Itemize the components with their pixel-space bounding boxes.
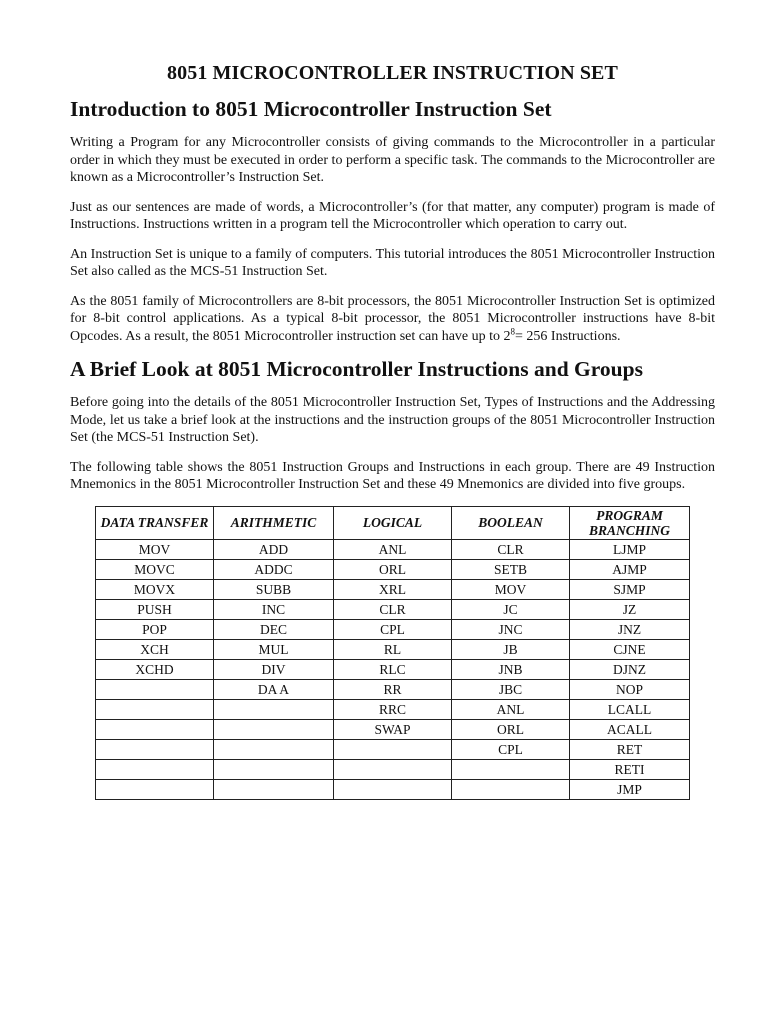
table-cell (96, 779, 214, 799)
table-cell (96, 759, 214, 779)
header-logical: LOGICAL (334, 506, 452, 539)
table-cell: RR (334, 679, 452, 699)
intro-paragraph-1: Writing a Program for any Microcontroller consists of giving commands to the Microcontroller in a particular order in which they must be executed in order to perform a specific task. The commands to the Microcontroller are known as a Microcontroller’s Instruction Set. (70, 135, 715, 185)
table-cell: JNB (452, 659, 570, 679)
table-cell (214, 779, 334, 799)
groups-heading: A Brief Look at 8051 Microcontroller Instructions and Groups (70, 357, 643, 381)
table-cell: INC (214, 599, 334, 619)
table-cell: SETB (452, 559, 570, 579)
table-header-row (96, 506, 690, 539)
table-cell (96, 699, 214, 719)
table-cell (214, 699, 334, 719)
table-cell: ANL (334, 539, 452, 559)
table-cell: RET (570, 739, 690, 759)
table-cell: LJMP (570, 539, 690, 559)
table-row (96, 759, 690, 779)
table-cell (452, 779, 570, 799)
table-cell: JNZ (570, 619, 690, 639)
table-cell: MOV (96, 539, 214, 559)
table-cell: PUSH (96, 599, 214, 619)
table-row (96, 639, 690, 659)
table-cell: ORL (334, 559, 452, 579)
table-cell: JC (452, 599, 570, 619)
intro-paragraph-4 (70, 293, 715, 346)
table-cell: RETI (570, 759, 690, 779)
table-cell: CLR (452, 539, 570, 559)
table-cell: ORL (452, 719, 570, 739)
table-row (96, 559, 690, 579)
groups-paragraph-2: The following table shows the 8051 Instruction Groups and Instructions in each group. There are 49 Instruction Mnemonics in the 8051 Microcontroller Instruction Set and these 49 Mnemonics are divided into five groups. (70, 459, 715, 492)
table-cell: MOV (452, 579, 570, 599)
table-cell: JZ (570, 599, 690, 619)
table-row (96, 699, 690, 719)
table-cell: ADDC (214, 559, 334, 579)
table-cell: RL (334, 639, 452, 659)
table-cell: CPL (334, 619, 452, 639)
table-cell: ADD (214, 539, 334, 559)
header-arithmetic: ARITHMETIC (214, 506, 334, 539)
table-cell: DEC (214, 619, 334, 639)
header-program-branching: PROGRAM BRANCHING (570, 506, 690, 539)
table-cell (96, 739, 214, 759)
table-cell: ACALL (570, 719, 690, 739)
header-data-transfer: DATA TRANSFER (96, 506, 214, 539)
table-cell: RRC (334, 699, 452, 719)
intro-paragraph-3: An Instruction Set is unique to a family of computers. This tutorial introduces the 8051 Microcontroller Instruction Set also called as the MCS-51 Instruction Set. (70, 246, 715, 279)
intro-heading: Introduction to 8051 Microcontroller Instruction Set (70, 97, 552, 121)
table-cell: RLC (334, 659, 452, 679)
document-page (70, 62, 715, 800)
intro-paragraph-4-end: = 256 Instructions. (515, 328, 621, 344)
table-cell: JMP (570, 779, 690, 799)
table-cell (214, 719, 334, 739)
table-cell: CPL (452, 739, 570, 759)
table-row (96, 599, 690, 619)
table-cell: MOVC (96, 559, 214, 579)
exponent: 8 (510, 325, 516, 336)
intro-paragraph-4-text: As the 8051 family of Microcontrollers are 8-bit processors, the 8051 Microcontroller Instruction Set is optimized for 8-bit control applications. As a typical 8-bit processor, the 8051 Microcontroller instructions have 8-bit Opcodes. As a result, the 8051 Microcontroller instruction set can have up to 2 (70, 293, 715, 344)
table-cell: NOP (570, 679, 690, 699)
table-cell: JNC (452, 619, 570, 639)
table-cell (96, 679, 214, 699)
table-cell: JB (452, 639, 570, 659)
table-cell: CJNE (570, 639, 690, 659)
table-cell: MUL (214, 639, 334, 659)
table-cell (452, 759, 570, 779)
table-cell: SWAP (334, 719, 452, 739)
table-cell: XCH (96, 639, 214, 659)
table-body (96, 539, 690, 799)
table-cell: SJMP (570, 579, 690, 599)
table-cell: DIV (214, 659, 334, 679)
instruction-groups-table (95, 506, 690, 800)
table-cell: AJMP (570, 559, 690, 579)
table-row (96, 739, 690, 759)
intro-paragraph-2: Just as our sentences are made of words, a Microcontroller’s (for that matter, any computer) program is made of Instructions. Instructions written in a program tell the Microcontroller which operation to carry out. (70, 199, 715, 232)
table-cell: DJNZ (570, 659, 690, 679)
table-cell: CLR (334, 599, 452, 619)
header-boolean: BOOLEAN (452, 506, 570, 539)
table-row (96, 579, 690, 599)
document-title: 8051 MICROCONTROLLER INSTRUCTION SET (167, 62, 618, 84)
table-row (96, 679, 690, 699)
table-cell (214, 759, 334, 779)
table-cell: MOVX (96, 579, 214, 599)
table-row (96, 659, 690, 679)
table-cell: ANL (452, 699, 570, 719)
table-cell: POP (96, 619, 214, 639)
table-cell: LCALL (570, 699, 690, 719)
table-cell: JBC (452, 679, 570, 699)
table-cell (214, 739, 334, 759)
table-row (96, 619, 690, 639)
table-cell: SUBB (214, 579, 334, 599)
table-cell: XRL (334, 579, 452, 599)
table-cell: DA A (214, 679, 334, 699)
groups-paragraph-1: Before going into the details of the 8051 Microcontroller Instruction Set, Types of Instructions and the Addressing Mode, let us take a brief look at the instructions and the instruction groups of the 8051 Microcontroller Instruction Set (the MCS-51 Instruction Set). (70, 395, 715, 445)
table-cell: XCHD (96, 659, 214, 679)
table-row (96, 779, 690, 799)
table-cell (334, 779, 452, 799)
table-cell (334, 739, 452, 759)
table-row (96, 719, 690, 739)
table-row (96, 539, 690, 559)
table-cell (334, 759, 452, 779)
table-cell (96, 719, 214, 739)
